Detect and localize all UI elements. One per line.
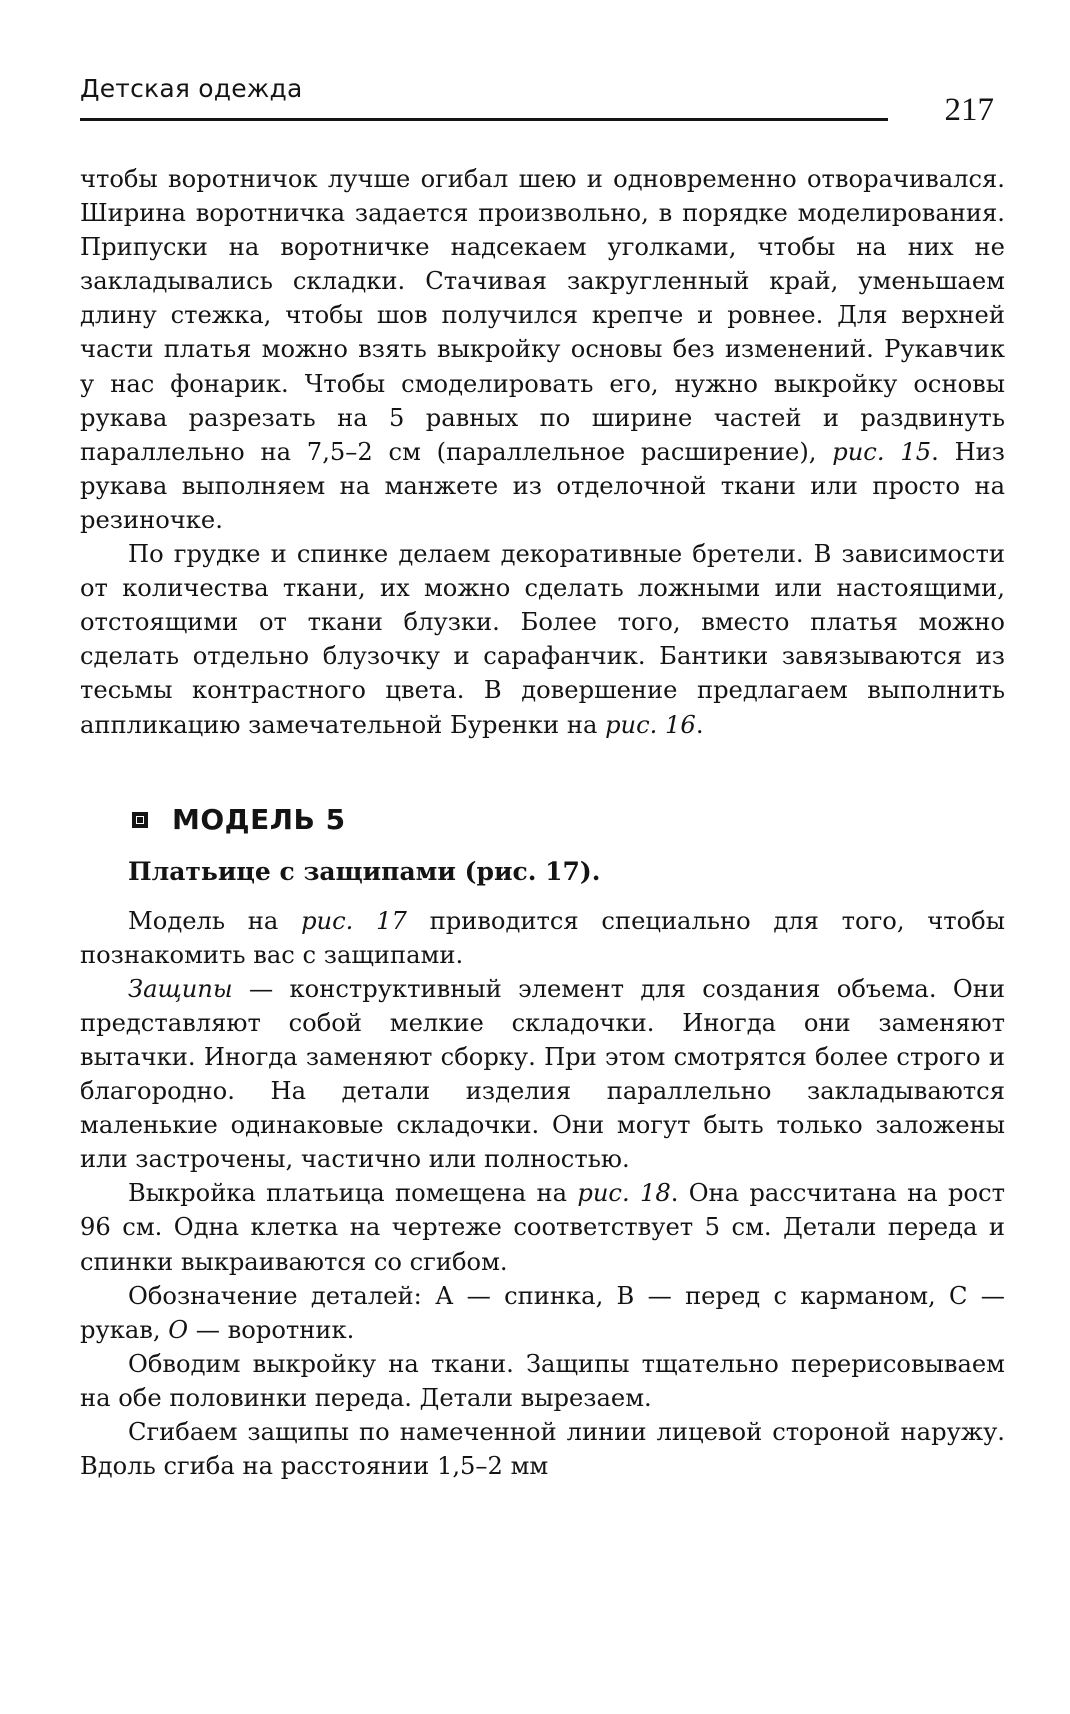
paragraph-folding: Сгибаем защипы по намеченной линии лицевой стороной наружу. Вдоль сгиба на расстоянии 1,5–2 мм bbox=[80, 1418, 1005, 1481]
part-label: О bbox=[168, 1315, 189, 1344]
paragraph-cutting: Обводим выкройку на ткани. Защипы тщательно перерисовываем на обе половинки переда. Детали вырезаем. bbox=[80, 1349, 1005, 1412]
figure-ref: рис. 17 bbox=[301, 906, 407, 935]
text-run: . Низ рукава выполняем на манжете из отделочной ткани или просто на резиночке. bbox=[80, 437, 1005, 534]
text-run: Модель на bbox=[128, 906, 302, 935]
paragraph-tucks-definition bbox=[80, 972, 1005, 1177]
page-number: 217 bbox=[944, 92, 994, 128]
text-run: . Она рассчитана на рост 96 см. Одна клетка на чертеже соответствует 5 см. Детали переда и спинки выкраиваются со сгибом. bbox=[80, 1179, 1005, 1276]
figure-ref: рис. 15 bbox=[832, 437, 932, 466]
running-title: Детская одежда bbox=[80, 74, 303, 103]
figure-ref: рис. 16 bbox=[605, 710, 696, 739]
section-subtitle: Платьице с защипами (рис. 17). bbox=[128, 856, 601, 886]
text-run: чтобы воротничок лучше огибал шею и одновременно отворачивался. Ширина воротничка задается произвольно, в порядке моделирования. Припуски на воротничке надсекаем уголками, чтобы на них не закладывались складки. Стачивая закругленный край, уменьшаем длину стежка, чтобы шов получился крепче и ровнее. Для верхней части платья можно взять выкройку основы без изменений. Рукавчик у нас фонарик. Чтобы смоделировать его, нужно выкройку основы рукава разрезать на 5 равных по ширине частей и раздвинуть параллельно на 7,5–2 см (параллельное расширение), bbox=[80, 165, 1005, 466]
text-run: Выкройка платьица помещена на bbox=[128, 1179, 578, 1208]
section-title: МОДЕЛЬ 5 bbox=[172, 802, 346, 836]
text-run: . bbox=[695, 710, 704, 739]
section-heading bbox=[132, 800, 1005, 840]
text-run: По грудке и спинке делаем декоративные бретели. В зависимости от количества ткани, их можно сделать ложными или настоящими, отстоящими от ткани блузки. Более того, вместо платья можно сделать отдельно блузочку и сарафанчик. Бантики завязываются из тесьмы контрастного цвета. В довершение предлагаем выполнить аппликацию замечательной Буренки на bbox=[80, 540, 1005, 739]
paragraph-model-intro bbox=[80, 904, 1005, 972]
paragraph-collar-sleeve bbox=[80, 162, 1005, 537]
paragraph-straps bbox=[80, 537, 1005, 742]
square-bullet-icon bbox=[132, 812, 148, 828]
text-run: приводится специально для того, чтобы познакомить вас с защипами. bbox=[80, 906, 1005, 969]
figure-ref: рис. 18 bbox=[577, 1179, 671, 1208]
text-run: — воротник. bbox=[188, 1315, 355, 1344]
term: Защипы bbox=[128, 974, 233, 1003]
text-run: Обозначение деталей: А — спинка, В — перед с карманом, С — рукав, bbox=[80, 1281, 1005, 1344]
body-text bbox=[80, 162, 1005, 1483]
paragraph-pattern bbox=[80, 1176, 1005, 1278]
text-run: — конструктивный элемент для создания объема. Они представляют собой мелкие складочки. Иногда они заменяют вытачки. Иногда заменяют сборку. При этом смотрятся более строго и благородно. На детали изделия параллельно закладываются маленькие одинаковые складочки. Они могут быть только заложены или застрочены, частично или полностью. bbox=[80, 974, 1005, 1174]
header-rule bbox=[80, 118, 888, 121]
paragraph-parts bbox=[80, 1279, 1005, 1347]
